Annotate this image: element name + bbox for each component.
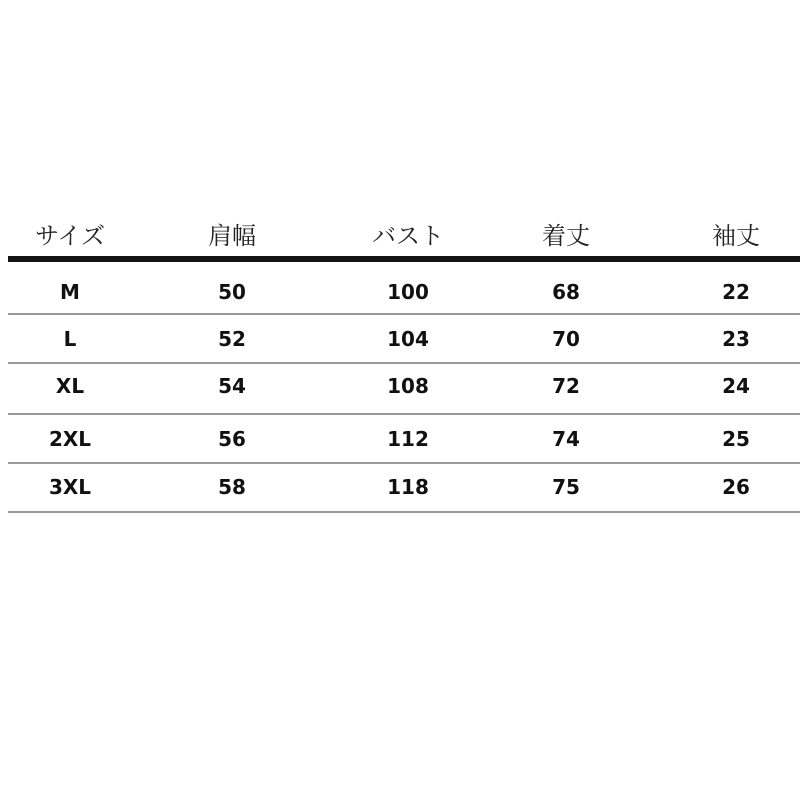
- cell-shoulder-width: 52: [218, 327, 246, 351]
- cell-bust: 104: [387, 327, 429, 351]
- cell-bust: 100: [387, 280, 429, 304]
- cell-length: 74: [552, 427, 580, 451]
- header-length: 着丈: [542, 222, 590, 250]
- cell-sleeve-length: 26: [722, 475, 750, 499]
- cell-size: M: [60, 280, 80, 304]
- header-sleeve-length: 袖丈: [712, 222, 760, 250]
- row-divider: [8, 362, 800, 364]
- table-row: [8, 319, 800, 359]
- table-row: [8, 419, 800, 459]
- cell-sleeve-length: 25: [722, 427, 750, 451]
- cell-length: 70: [552, 327, 580, 351]
- cell-sleeve-length: 24: [722, 374, 750, 398]
- cell-size: 3XL: [48, 475, 92, 499]
- row-divider: [8, 511, 800, 513]
- cell-shoulder-width: 50: [218, 280, 246, 304]
- header-row: [8, 218, 800, 254]
- cell-length: 75: [552, 475, 580, 499]
- cell-shoulder-width: 54: [218, 374, 246, 398]
- cell-sleeve-length: 22: [722, 280, 750, 304]
- cell-size: 2XL: [48, 427, 92, 451]
- row-divider: [8, 462, 800, 464]
- row-divider: [8, 413, 800, 415]
- row-divider: [8, 313, 800, 315]
- cell-bust: 118: [387, 475, 429, 499]
- table-row: [8, 467, 800, 507]
- cell-size: XL: [55, 374, 85, 398]
- table-row: [8, 272, 800, 312]
- cell-bust: 112: [387, 427, 429, 451]
- cell-length: 72: [552, 374, 580, 398]
- cell-shoulder-width: 58: [218, 475, 246, 499]
- header-bust: バスト: [372, 222, 444, 250]
- header-size: サイズ: [34, 222, 106, 250]
- cell-shoulder-width: 56: [218, 427, 246, 451]
- cell-bust: 108: [387, 374, 429, 398]
- header-divider: [8, 256, 800, 262]
- cell-sleeve-length: 23: [722, 327, 750, 351]
- cell-size: L: [63, 327, 77, 351]
- header-shoulder-width: 肩幅: [208, 222, 256, 250]
- table-row: [8, 366, 800, 406]
- cell-length: 68: [552, 280, 580, 304]
